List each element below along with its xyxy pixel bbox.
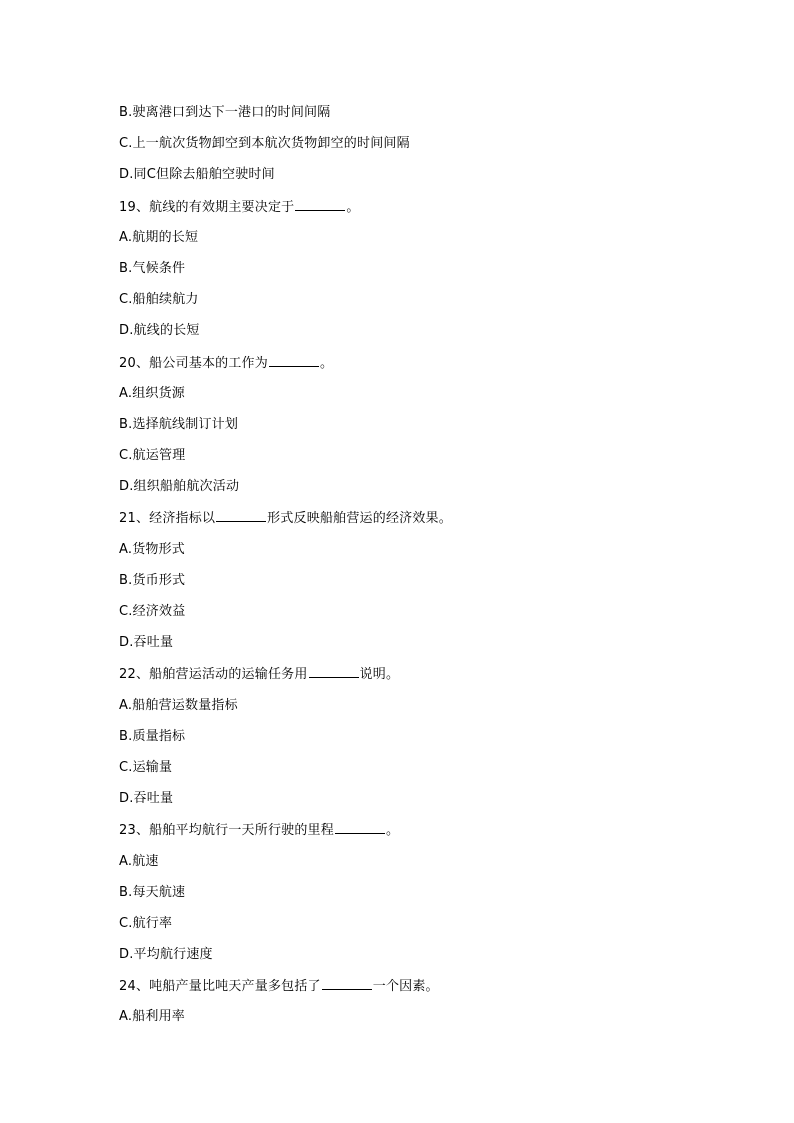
answer-option: [119, 602, 719, 633]
line-text: A.货物形式: [119, 541, 185, 557]
line-text: C.经济效益: [119, 604, 186, 619]
question-list: [119, 103, 719, 1039]
line-text: D.组织船舶航次活动: [119, 479, 240, 495]
line-text: C.航行率: [119, 915, 173, 931]
answer-option: [119, 134, 719, 165]
line-text-suffix: 一个因素。: [372, 979, 439, 995]
fill-in-blank: [269, 353, 319, 367]
line-text-suffix: 。: [385, 823, 400, 839]
question-text: [119, 508, 719, 539]
line-text: D.平均航行速度: [119, 947, 213, 963]
fill-in-blank: [295, 197, 345, 211]
line-text: 20、船公司基本的工作为: [119, 355, 268, 371]
answer-option: [119, 727, 719, 758]
line-text-suffix: 。: [319, 355, 334, 371]
line-text: C.上一航次货物卸空到本航次货物卸空的时间间隔: [119, 136, 410, 152]
answer-option: [119, 696, 719, 727]
answer-option: [119, 384, 719, 415]
question-text: [119, 664, 719, 695]
answer-option: [119, 945, 719, 976]
line-text: C.航运管理: [119, 448, 186, 464]
line-text: 23、船舶平均航行一天所行驶的里程: [119, 823, 334, 839]
line-text: A.船舶营运数量指标: [119, 697, 238, 713]
answer-option: [119, 477, 719, 508]
line-text: B.气候条件: [119, 260, 186, 276]
question-text: [119, 197, 719, 228]
line-text-suffix: 。: [346, 199, 360, 215]
answer-option: [119, 571, 719, 602]
line-text: B.货币形式: [119, 572, 186, 588]
answer-option: [119, 914, 719, 945]
answer-option: [119, 103, 719, 134]
answer-option: [119, 259, 719, 290]
answer-option: [119, 165, 719, 196]
line-text-suffix: 形式反映船舶营运的经济效果。: [267, 511, 452, 527]
answer-option: [119, 290, 719, 321]
question-text: [119, 820, 719, 851]
question-text: [119, 353, 719, 384]
line-text: A.航期的长短: [119, 229, 199, 245]
line-text: B.质量指标: [119, 728, 186, 744]
line-text: 19、航线的有效期主要决定于: [119, 199, 295, 215]
answer-option: [119, 321, 719, 352]
answer-option: [119, 852, 719, 883]
line-text: A.航速: [119, 853, 159, 869]
line-text: B.选择航线制订计划: [119, 416, 239, 432]
answer-option: [119, 789, 719, 820]
line-text: B.每天航速: [119, 884, 186, 900]
line-text: A.船利用率: [119, 1009, 185, 1025]
fill-in-blank: [216, 508, 266, 522]
line-text: 24、吨船产量比吨天产量多包括了: [119, 979, 321, 995]
answer-option: [119, 758, 719, 789]
line-text: A.组织货源: [119, 385, 185, 401]
line-text: D.吞吐量: [119, 635, 174, 651]
fill-in-blank: [335, 820, 385, 834]
line-text: D.同C但除去船舶空驶时间: [119, 167, 275, 183]
answer-option: [119, 883, 719, 914]
question-text: [119, 976, 719, 1007]
fill-in-blank: [322, 976, 372, 990]
line-text: 21、经济指标以: [119, 511, 216, 527]
answer-option: [119, 540, 719, 571]
answer-option: [119, 446, 719, 477]
answer-option: [119, 1007, 719, 1038]
answer-option: [119, 633, 719, 664]
line-text: D.吞吐量: [119, 791, 174, 807]
line-text: C.运输量: [119, 759, 173, 775]
line-text: 22、船舶营运活动的运输任务用: [119, 667, 308, 683]
fill-in-blank: [309, 664, 359, 678]
answer-option: [119, 228, 719, 259]
line-text: C.船舶续航力: [119, 292, 199, 308]
line-text-suffix: 说明。: [359, 667, 400, 683]
line-text: B.驶离港口到达下一港口的时间间隔: [119, 105, 331, 120]
line-text: D.航线的长短: [119, 323, 200, 339]
answer-option: [119, 415, 719, 446]
